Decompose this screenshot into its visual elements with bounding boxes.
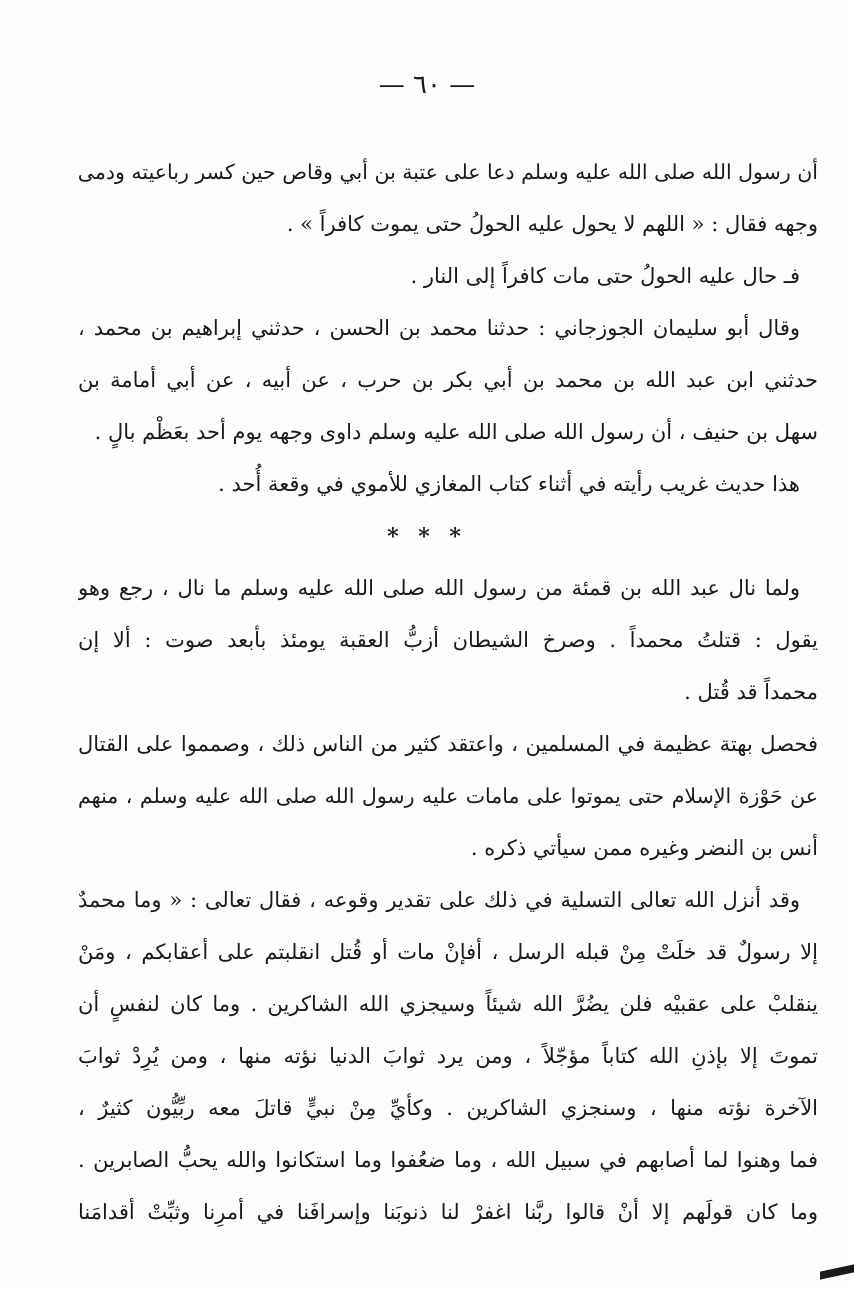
text-line: فما وهنوا لما أصابهم في سبيل الله ، وما ضعُفوا وما استكانوا والله يحبُّ الصابرين .	[78, 1148, 818, 1172]
text-line: وقال أبو سليمان الجوزجاني : حدثنا محمد بن الحسن ، حدثني إبراهيم بن محمد ،	[78, 316, 800, 340]
text-line: وقد أنزل الله تعالى التسلية في ذلك على تقدير وقوعه ، فقال تعالى : « وما محمدٌ	[78, 888, 800, 912]
text-line: إلا رسولٌ قد خلَتْ مِنْ قبله الرسل ، أفإنْ مات أو قُتل انقلبتم على أعقابكم ، ومَنْ	[78, 940, 818, 964]
text-line: فحصل بهتة عظيمة في المسلمين ، واعتقد كثير من الناس ذلك ، وصمموا على القتال	[78, 732, 818, 756]
text-line: يقول : قتلتُ محمداً . وصرخ الشيطان أزبُّ العقبة يومئذ بأبعد صوت : ألا إن	[78, 628, 818, 652]
page-edge-mark	[820, 1264, 854, 1279]
text-line: فـ حال عليه الحولُ حتى مات كافراً إلى النار .	[410, 264, 800, 288]
section-separator: * * *	[387, 524, 467, 550]
text-line: أن رسول الله صلى الله عليه وسلم دعا على عتبة بن أبي وقاص حين كسر رباعيته ودمى	[78, 160, 818, 184]
text-line: وما كان قولَهم إلا أنْ قالوا ربَّنا اغفرْ لنا ذنوبَنا وإسرافَنا في أمرِنا وثبِّتْ أقدامَنا	[78, 1200, 818, 1224]
text-line: سهل بن حنيف ، أن رسول الله صلى الله عليه وسلم داوى وجهه يوم أحد بعَظْم بالٍ .	[94, 420, 818, 444]
text-line: الآخرة نؤته منها ، وسنجزي الشاكرين . وكأيِّ مِنْ نبيٍّ قاتلَ معه ربِّيُّون كثيرٌ ،	[78, 1096, 818, 1120]
text-line: أنس بن النضر وغيره ممن سيأتي ذكره .	[470, 836, 818, 860]
text-line: حدثني ابن عبد الله بن محمد بن أبي بكر بن حرب ، عن أبيه ، عن أبي أمامة بن	[78, 368, 818, 392]
text-line: ينقلبْ على عقبيْه فلن يضُرَّ الله شيئاً وسيجزي الله الشاكرين . وما كان لنفسٍ أن	[78, 992, 818, 1016]
text-line: وجهه فقال : « اللهم لا يحول عليه الحولُ حتى يموت كافراً » .	[286, 212, 818, 236]
text-line: محمداً قد قُتل .	[684, 680, 818, 704]
text-line: هذا حديث غريب رأيته في أثناء كتاب المغازي للأموي في وقعة أُحد .	[218, 472, 800, 496]
page-number: — ٦٠ —	[378, 70, 476, 100]
text-line: تموتَ إلا بإذنِ الله كتاباً مؤجّلاً ، ومن يرد ثوابَ الدنيا نؤته منها ، ومن يُرِدْ ثوابَ	[78, 1044, 818, 1068]
paragraph-block-1	[78, 146, 818, 510]
paragraph-block-2	[78, 562, 818, 1238]
text-line: عن حَوْزة الإسلام حتى يموتوا على مامات عليه رسول الله صلى الله عليه وسلم ، منهم	[78, 784, 818, 808]
text-line: ولما نال عبد الله بن قمئة من رسول الله صلى الله عليه وسلم ما نال ، رجع وهو	[78, 576, 800, 600]
